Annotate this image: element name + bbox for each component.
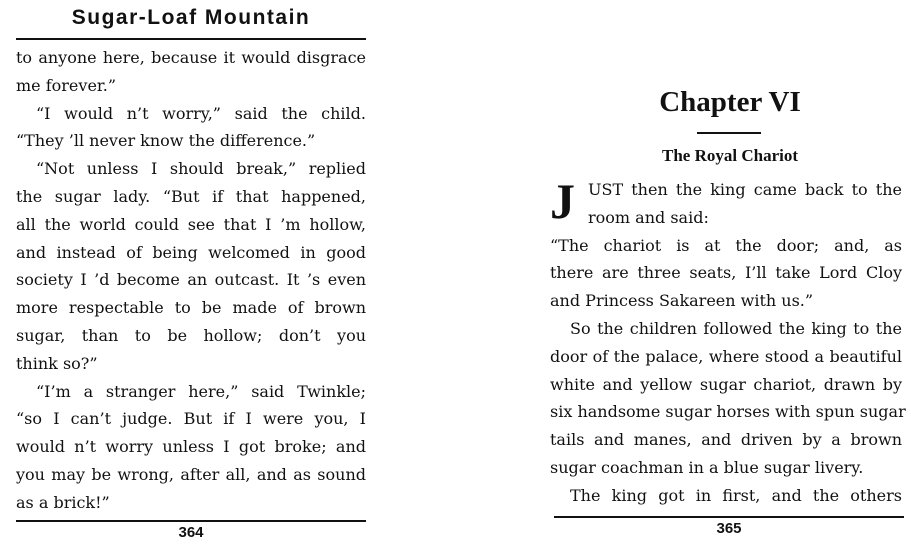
text-line: sugar coachman in a blue sugar livery. — [550, 457, 864, 477]
drop-cap: J — [550, 173, 575, 229]
chapter-title: Chapter VI — [659, 86, 801, 118]
text-line: “so I can’t judge. But if I were you, I — [16, 409, 366, 429]
text-line: and Princess Sakareen with us.” — [550, 291, 814, 311]
text-line: me forever.” — [16, 75, 117, 95]
text-line: you may be wrong, after all, and as sound — [16, 464, 366, 484]
text-line: “The chariot is at the door; and, as — [550, 235, 902, 255]
text-line: six handsome sugar horses with spun sugar — [550, 402, 906, 422]
page-number: 364 — [178, 524, 204, 541]
text-line: would n’t worry unless I got broke; and — [16, 437, 366, 457]
text-line: “I would n’t worry,” said the child. — [36, 103, 366, 123]
text-line: and instead of being welcomed in good — [16, 242, 366, 262]
chapter-rule — [697, 132, 761, 134]
text-line: door of the palace, where stood a beautiful — [550, 346, 902, 366]
text-line: all the world could see that I ’m hollow, — [16, 214, 366, 234]
text-line: sugar, than to be hollow; don’t you — [16, 325, 366, 345]
text-line: tails and manes, and driven by a brown — [550, 430, 902, 450]
text-line: So the children followed the king to the — [570, 318, 902, 338]
left-page — [0, 0, 380, 546]
chapter-subtitle: The Royal Chariot — [662, 146, 798, 165]
left-body-text — [16, 44, 366, 517]
page-number: 365 — [716, 520, 742, 537]
text-line: think so?” — [16, 353, 98, 373]
text-line: to anyone here, because it would disgrace — [16, 48, 366, 67]
right-page — [520, 0, 911, 546]
text-line: room and said: — [588, 207, 709, 227]
text-line: “I’m a stranger here,” said Twinkle; — [36, 381, 366, 401]
text-line: “They ’ll never know the difference.” — [16, 131, 316, 151]
footer-rule — [554, 516, 904, 518]
text-line: “Not unless I should break,” replied — [36, 159, 366, 179]
header-rule — [16, 38, 366, 40]
running-header: Sugar-Loaf Mountain — [71, 6, 311, 29]
text-line: white and yellow sugar chariot, drawn by — [550, 374, 902, 394]
text-line: more respectable to be made of brown — [16, 298, 366, 318]
text-line: the sugar lady. “But if that happened, — [16, 186, 366, 206]
text-line: UST then the king came back to the — [588, 180, 902, 199]
text-line: there are three seats, I’ll take Lord Cloy — [550, 263, 902, 283]
text-line: as a brick!” — [16, 492, 110, 512]
text-line: society I ’d become an outcast. It ’s even — [16, 270, 366, 290]
text-line: The king got in first, and the others — [570, 485, 902, 505]
right-body-text — [550, 173, 906, 510]
footer-rule — [16, 520, 366, 522]
